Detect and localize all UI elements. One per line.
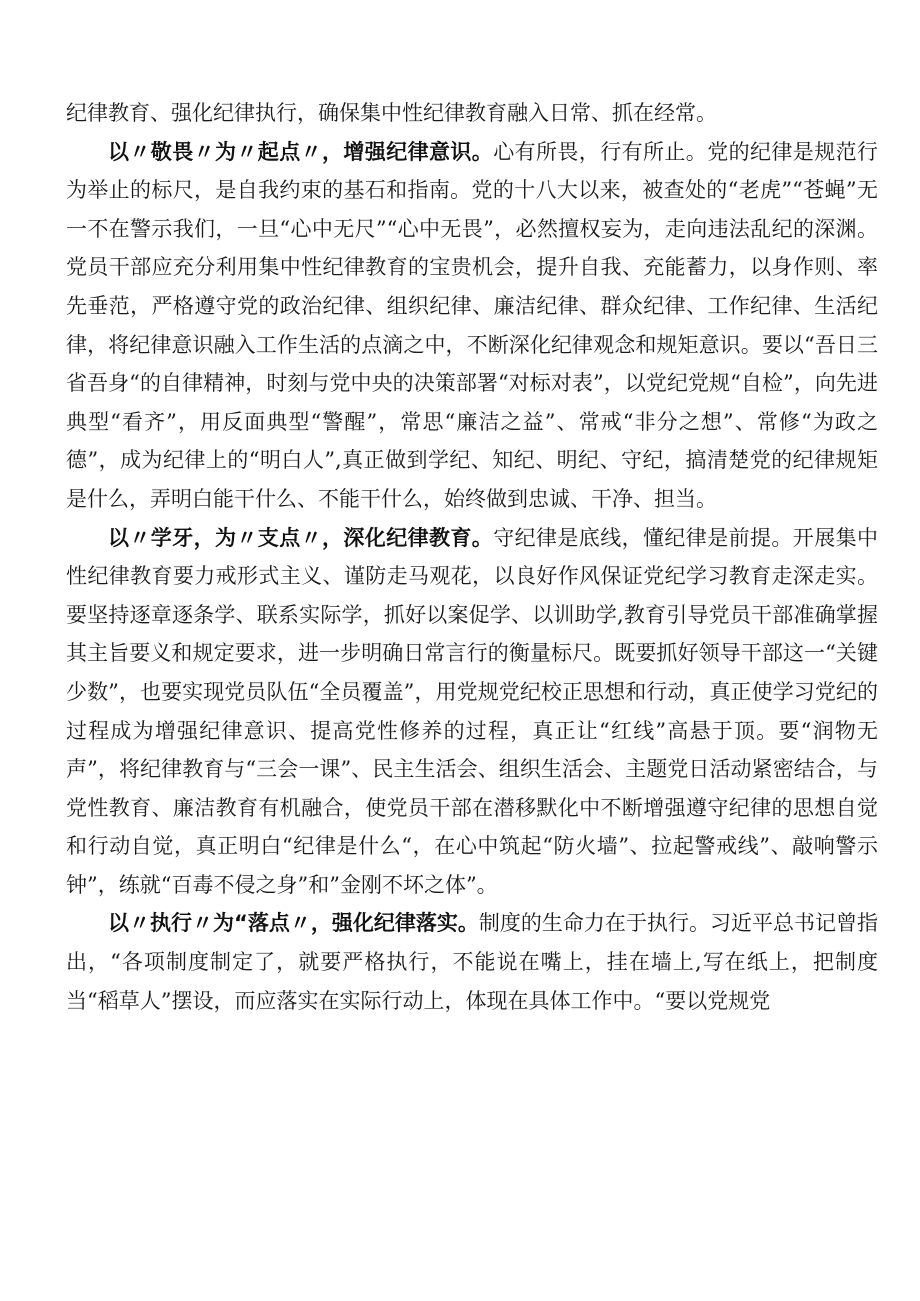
paragraph-heading: 以〃敬畏〃为〃起点〃，增强纪律意识。	[108, 139, 494, 164]
paragraph-text: 守纪律是底线，懂纪律是前提。开展集中性纪律教育要力戒形式主义、谨防走马观花，以良好作风保证党纪学习教育走深走实。要坚持逐章逐条学、联系实际学，抓好以案促学、以训助学,教育引导党员干部准确掌握其主旨要义和规定要求，进一步明确日常言行的衡量标尺。既要抓好领导干部这一“关键少数”，也要实现党员队伍“全员覆盖”，用党规党纪校正思想和行动，真正使学习党纪的过程成为增强纪律意识、提高党性修养的过程，真正让“红线”高悬于顶。要“润物无声”，将纪律教育与“三会一课”、民主生活会、组织生活会、主题党日活动紧密结合，与党性教育、廉洁教育有机融合，使党员干部在潜移默化中不断增强遵守纪律的思想自觉和行动自觉，真正明白“纪律是什么“，在心中筑起“防火墙”、拉起警戒线”、敲响警示钟”，练就“百毒不侵之身”和”金刚不坏之体”。	[66, 525, 879, 897]
paragraph-text: 纪律教育、强化纪律执行，确保集中性纪律教育融入日常、抓在经常。	[66, 101, 717, 125]
paragraph-study-fulcrum	[66, 519, 878, 905]
document-body	[66, 94, 878, 1020]
paragraph-continuation	[66, 94, 878, 133]
paragraph-heading: 以〃执行〃为“落点〃，强化纪律落实。	[108, 911, 479, 936]
paragraph-text: 心有所畏，行有所止。党的纪律是规范行为举止的标尺，是自我约束的基石和指南。党的十八大以来，被查处的“老虎”“苍蝇”无一不在警示我们，一旦“心中无尺”“心中无畏”，必然擅权妄为，走向违法乱纪的深渊。党员干部应充分利用集中性纪律教育的宝贵机会，提升自我、充能蓄力，以身作则、率先垂范，严格遵守党的政治纪律、组织纪律、廉洁纪律、群众纪律、工作纪律、生活纪律，将纪律意识融入工作生活的点滴之中，不断深化纪律观念和规矩意识。要以“吾日三省吾身“的自律精神，时刻与党中央的决策部署“对标对表”，以党纪党规“自检”，向先进典型“看齐”，用反面典型“警醒”，常思“廉洁之益”、常戒“非分之想”、常修“为政之德”，成为纪律上的“明白人”,真正做到学纪、知纪、明纪、守纪，搞清楚党的纪律规矩是什么，弄明白能干什么、不能干什么，始终做到忠诚、干净、担当。	[66, 139, 879, 511]
paragraph-heading: 以〃学牙，为〃支点〃，深化纪律教育。	[108, 525, 494, 550]
paragraph-execution-landing-point	[66, 904, 878, 1020]
paragraph-text: 制度的生命力在于执行。习近平总书记曾指出，“各项制度制定了，就要严格执行，不能说在嘴上，挂在墙上,写在纸上，把制度当“稻草人”摆设，而应落实在实际行动上，体现在具体工作中。“要以党规党	[66, 911, 878, 1013]
paragraph-awe-starting-point	[66, 133, 878, 519]
